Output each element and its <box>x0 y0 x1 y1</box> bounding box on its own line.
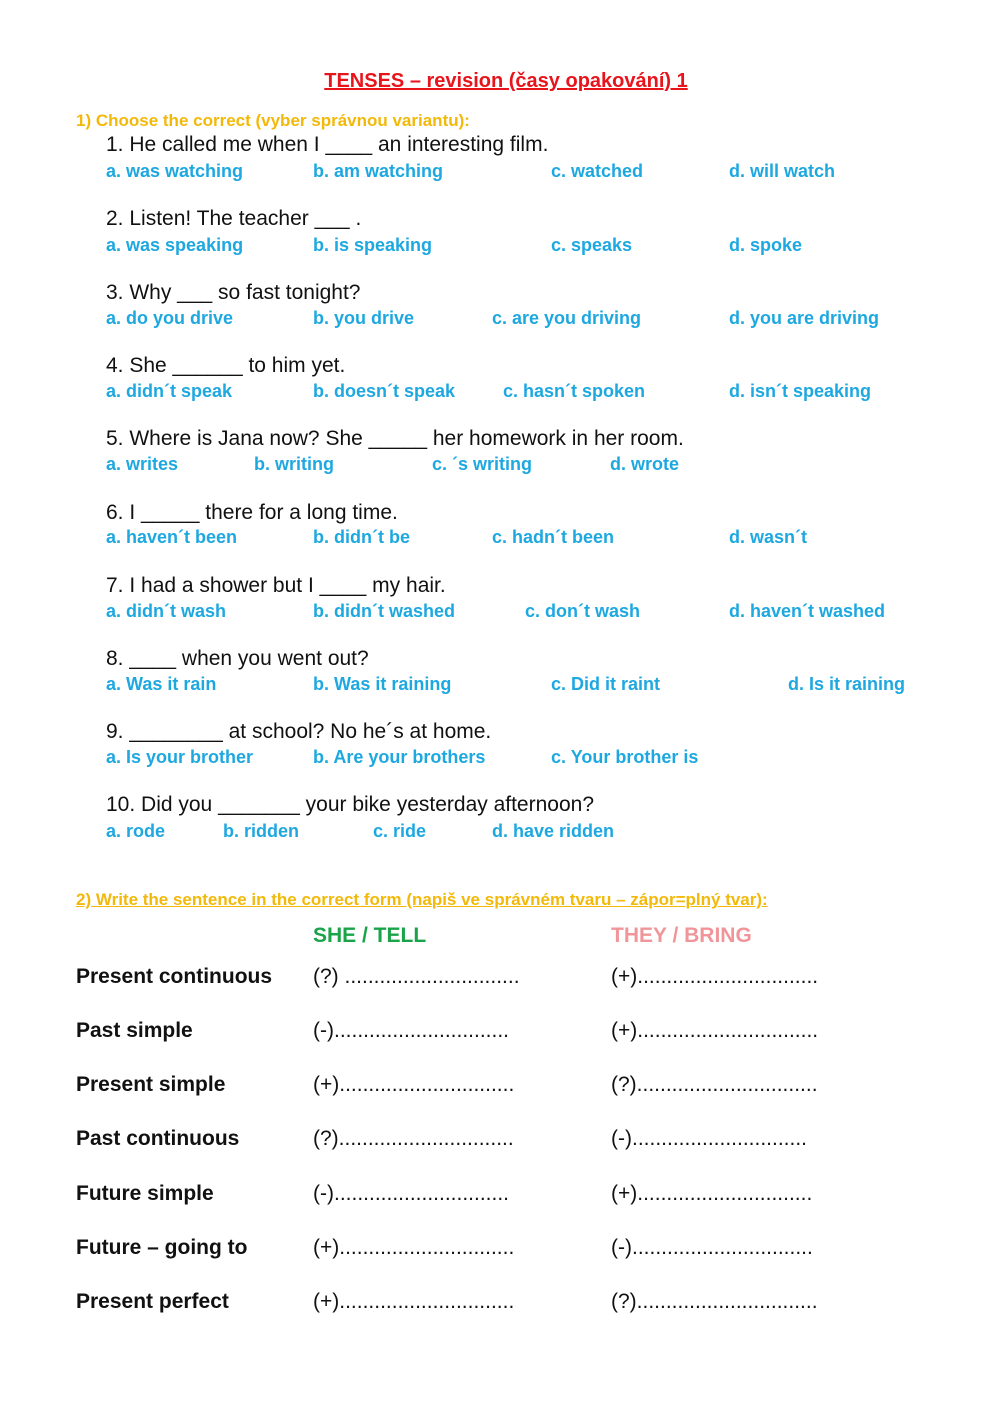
answer-blank-she[interactable]: (+).............................. <box>313 1073 515 1096</box>
question-10-option-d[interactable]: d. have ridden <box>492 821 615 841</box>
question-2-text: 2. Listen! The teacher ___ . <box>106 207 362 230</box>
answer-blank-she[interactable]: (?) .............................. <box>313 965 520 988</box>
question-4-option-c[interactable]: c. hasn´t spoken <box>503 381 646 401</box>
question-7-option-b[interactable]: b. didn´t washed <box>313 601 455 621</box>
answer-blank-she[interactable]: (-).............................. <box>313 1019 510 1042</box>
answer-blank-she[interactable]: (?).............................. <box>313 1127 514 1150</box>
tense-label: Present simple <box>76 1073 226 1096</box>
question-9-option-c[interactable]: c. Your brother is <box>551 747 699 767</box>
question-1-text: 1. He called me when I ____ an interesting film. <box>106 133 549 156</box>
answer-blank-they[interactable]: (+).............................. <box>611 1182 813 1205</box>
section2-heading: 2) Write the sentence in the correct form (napiš ve správném tvaru – zápor=plný tvar): <box>76 890 768 909</box>
column-heading-they-bring: THEY / BRING <box>611 924 752 947</box>
question-10-option-b[interactable]: b. ridden <box>223 821 299 841</box>
question-10-option-a[interactable]: a. rode <box>106 821 166 841</box>
question-3-option-c[interactable]: c. are you driving <box>492 308 642 328</box>
tense-label: Present continuous <box>76 965 273 988</box>
question-8-option-a[interactable]: a. Was it rain <box>106 674 217 694</box>
tense-label: Future – going to <box>76 1236 248 1259</box>
question-10-option-c[interactable]: c. ride <box>373 821 427 841</box>
tense-label: Past continuous <box>76 1127 240 1150</box>
question-5-option-a[interactable]: a. writes <box>106 454 179 474</box>
question-5-option-c[interactable]: c. ´s writing <box>432 454 533 474</box>
question-2-option-d[interactable]: d. spoke <box>729 235 803 255</box>
question-8-option-d[interactable]: d. Is it raining <box>788 674 906 694</box>
question-1-option-c[interactable]: c. watched <box>551 161 644 181</box>
question-7-option-c[interactable]: c. don´t wash <box>525 601 641 621</box>
question-5-option-b[interactable]: b. writing <box>254 454 334 474</box>
answer-blank-they[interactable]: (-).............................. <box>611 1127 808 1150</box>
question-6-option-a[interactable]: a. haven´t been <box>106 527 238 547</box>
question-4-option-a[interactable]: a. didn´t speak <box>106 381 233 401</box>
question-8-option-b[interactable]: b. Was it raining <box>313 674 452 694</box>
question-5-option-d[interactable]: d. wrote <box>610 454 680 474</box>
column-heading-she-tell: SHE / TELL <box>313 924 427 947</box>
question-6-option-c[interactable]: c. hadn´t been <box>492 527 615 547</box>
answer-blank-she[interactable]: (-).............................. <box>313 1182 510 1205</box>
answer-blank-she[interactable]: (+).............................. <box>313 1290 515 1313</box>
answer-blank-she[interactable]: (+).............................. <box>313 1236 515 1259</box>
question-6-text: 6. I _____ there for a long time. <box>106 501 398 524</box>
question-3-option-b[interactable]: b. you drive <box>313 308 415 328</box>
question-9-option-b[interactable]: b. Are your brothers <box>313 747 486 767</box>
answer-blank-they[interactable]: (+)............................... <box>611 965 819 988</box>
question-6-option-b[interactable]: b. didn´t be <box>313 527 410 547</box>
answer-blank-they[interactable]: (-)............................... <box>611 1236 813 1259</box>
answer-blank-they[interactable]: (+)............................... <box>611 1019 819 1042</box>
page-title: TENSES – revision (časy opakování) 1 <box>324 70 688 92</box>
question-8-option-c[interactable]: c. Did it raint <box>551 674 661 694</box>
question-3-option-d[interactable]: d. you are driving <box>729 308 880 328</box>
answer-blank-they[interactable]: (?)............................... <box>611 1073 818 1096</box>
question-1-option-d[interactable]: d. will watch <box>729 161 836 181</box>
question-2-option-b[interactable]: b. is speaking <box>313 235 433 255</box>
tense-label: Future simple <box>76 1182 214 1205</box>
question-3-option-a[interactable]: a. do you drive <box>106 308 234 328</box>
question-2-option-c[interactable]: c. speaks <box>551 235 633 255</box>
question-5-text: 5. Where is Jana now? She _____ her homework in her room. <box>106 427 684 450</box>
question-4-text: 4. She ______ to him yet. <box>106 354 346 377</box>
question-9-text: 9. ________ at school? No he´s at home. <box>106 720 492 743</box>
section1-heading: 1) Choose the correct (vyber správnou variantu): <box>76 111 470 130</box>
question-8-text: 8. ____ when you went out? <box>106 647 369 670</box>
question-2-option-a[interactable]: a. was speaking <box>106 235 244 255</box>
question-4-option-d[interactable]: d. isn´t speaking <box>729 381 872 401</box>
question-7-option-d[interactable]: d. haven´t washed <box>729 601 886 621</box>
question-3-text: 3. Why ___ so fast tonight? <box>106 281 361 304</box>
question-1-option-b[interactable]: b. am watching <box>313 161 444 181</box>
question-6-option-d[interactable]: d. wasn´t <box>729 527 808 547</box>
question-1-option-a[interactable]: a. was watching <box>106 161 244 181</box>
answer-blank-they[interactable]: (?)............................... <box>611 1290 818 1313</box>
question-7-option-a[interactable]: a. didn´t wash <box>106 601 227 621</box>
question-9-option-a[interactable]: a. Is your brother <box>106 747 254 767</box>
question-10-text: 10. Did you _______ your bike yesterday afternoon? <box>106 793 594 816</box>
question-4-option-b[interactable]: b. doesn´t speak <box>313 381 456 401</box>
tense-label: Past simple <box>76 1019 193 1042</box>
tense-label: Present perfect <box>76 1290 229 1313</box>
question-7-text: 7. I had a shower but I ____ my hair. <box>106 574 446 597</box>
